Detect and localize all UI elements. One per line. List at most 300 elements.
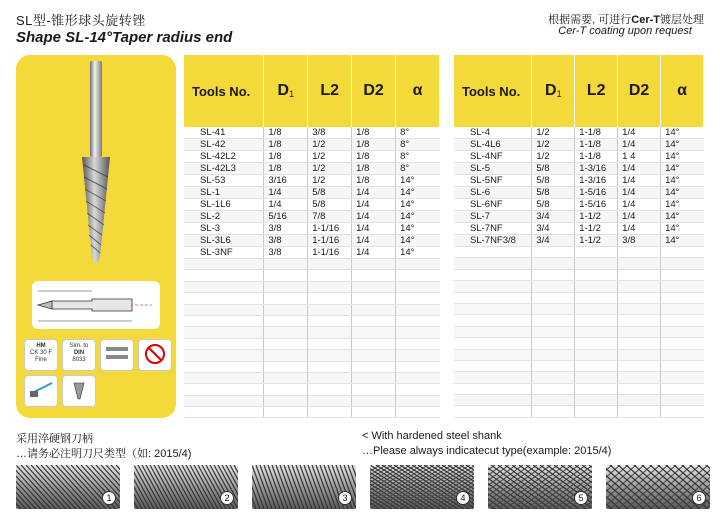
cell-empty xyxy=(264,315,308,326)
cell-l2: 5/8 xyxy=(308,199,352,211)
cell-empty xyxy=(532,292,575,303)
cell-tool-no: SL-4L6 xyxy=(454,139,532,151)
cell-empty xyxy=(454,349,532,360)
cell-empty xyxy=(618,315,661,326)
cell-empty xyxy=(575,281,618,292)
cell-d2: 1/4 xyxy=(618,139,661,151)
cell-d1: 3/4 xyxy=(532,223,575,235)
cell-l2: 5/8 xyxy=(308,187,352,199)
cell-empty xyxy=(575,395,618,406)
cell-d2: 1/4 xyxy=(352,187,396,199)
cell-empty xyxy=(575,315,618,326)
cell-empty xyxy=(352,350,396,361)
cell-d2: 1/4 xyxy=(352,199,396,211)
cell-l2: 1-1/2 xyxy=(575,223,618,235)
cell-empty xyxy=(352,315,396,326)
cell-alpha: 14° xyxy=(396,235,440,247)
cell-empty xyxy=(532,395,575,406)
table-row xyxy=(454,163,704,175)
cell-tool-no: SL-6 xyxy=(454,187,532,199)
cell-l2: 1-1/8 xyxy=(575,151,618,163)
burr-tip-icon xyxy=(62,375,96,407)
cell-d2: 1/4 xyxy=(352,223,396,235)
cell-empty xyxy=(396,384,440,395)
table-row-empty xyxy=(454,338,704,349)
cell-empty xyxy=(352,372,396,383)
cell-d1: 3/8 xyxy=(264,235,308,247)
table-row-empty xyxy=(184,350,440,361)
cell-empty xyxy=(264,372,308,383)
cell-alpha: 14° xyxy=(661,127,704,139)
cell-empty xyxy=(308,361,352,372)
cell-empty xyxy=(532,303,575,314)
cell-d2: 1/4 xyxy=(618,163,661,175)
cell-empty xyxy=(184,338,264,349)
cell-empty xyxy=(396,259,440,270)
cell-tool-no: SL-2 xyxy=(184,211,264,223)
cell-empty xyxy=(352,270,396,281)
cell-empty xyxy=(618,258,661,269)
table-row-empty xyxy=(184,327,440,338)
coating-note-brand: Cer-T xyxy=(631,14,660,26)
burr-tool-illustration xyxy=(38,57,154,277)
cell-empty xyxy=(661,303,704,314)
cell-empty xyxy=(618,349,661,360)
cell-d2: 1/4 xyxy=(618,175,661,187)
cell-empty xyxy=(661,247,704,258)
cell-l2: 1/2 xyxy=(308,175,352,187)
cell-empty xyxy=(264,304,308,315)
cell-empty xyxy=(661,349,704,360)
table-row-empty xyxy=(454,360,704,371)
cell-alpha: 14° xyxy=(661,139,704,151)
table-row-empty xyxy=(184,372,440,383)
table-row xyxy=(184,235,440,247)
cell-empty xyxy=(184,350,264,361)
footer-en-line2: …Please always indicatecut type(example: 2015/4) xyxy=(362,445,612,457)
cell-l2: 1-5/16 xyxy=(575,199,618,211)
cell-empty xyxy=(661,406,704,417)
cut-type-sample xyxy=(488,465,592,509)
table-row xyxy=(184,127,440,139)
table-row-empty xyxy=(184,304,440,315)
cell-empty xyxy=(532,247,575,258)
cell-l2: 3/8 xyxy=(308,127,352,139)
cell-empty xyxy=(618,292,661,303)
cell-d2: 1/8 xyxy=(352,175,396,187)
cut-type-sample xyxy=(252,465,356,509)
cell-empty xyxy=(352,293,396,304)
cell-empty xyxy=(575,258,618,269)
col-d1 xyxy=(264,55,308,127)
cell-empty xyxy=(575,338,618,349)
cell-alpha: 14° xyxy=(661,223,704,235)
table-row xyxy=(184,199,440,211)
cell-d2: 1/4 xyxy=(352,247,396,259)
cell-d2: 1/4 xyxy=(618,199,661,211)
table-row xyxy=(184,187,440,199)
cell-empty xyxy=(396,395,440,406)
cell-empty xyxy=(454,372,532,383)
cell-empty xyxy=(308,338,352,349)
cell-empty xyxy=(454,247,532,258)
cell-empty xyxy=(454,281,532,292)
table-row-empty xyxy=(454,326,704,337)
cell-d2: 1 4 xyxy=(618,151,661,163)
col-tools-no: Tools No. xyxy=(184,55,264,127)
cell-alpha: 14° xyxy=(396,247,440,259)
cell-l2: 1/2 xyxy=(308,163,352,175)
title-en: Shape SL-14°Taper radius end xyxy=(16,29,233,46)
cell-empty xyxy=(618,372,661,383)
col-d1-label: D xyxy=(545,82,557,99)
col-d1 xyxy=(532,55,575,127)
cell-empty xyxy=(352,407,396,418)
cell-empty xyxy=(396,293,440,304)
cell-empty xyxy=(454,338,532,349)
cell-empty xyxy=(396,327,440,338)
cell-empty xyxy=(532,281,575,292)
cell-tool-no: SL-4NF xyxy=(454,151,532,163)
spec-table-left xyxy=(184,55,440,418)
cell-empty xyxy=(532,349,575,360)
table-row xyxy=(454,187,704,199)
table-row xyxy=(454,235,704,247)
cell-empty xyxy=(618,281,661,292)
cell-d1: 3/4 xyxy=(532,235,575,247)
cell-empty xyxy=(661,338,704,349)
cell-empty xyxy=(661,315,704,326)
cell-tool-no: SL-1L6 xyxy=(184,199,264,211)
spray-icon xyxy=(24,375,58,407)
table-row xyxy=(454,139,704,151)
cell-empty xyxy=(661,383,704,394)
cell-empty xyxy=(454,383,532,394)
cell-empty xyxy=(396,270,440,281)
cell-tool-no: SL-5NF xyxy=(454,175,532,187)
cell-empty xyxy=(396,315,440,326)
cell-empty xyxy=(264,361,308,372)
cell-empty xyxy=(264,338,308,349)
cell-empty xyxy=(308,372,352,383)
cell-d1: 3/16 xyxy=(264,175,308,187)
cell-tool-no: SL-53 xyxy=(184,175,264,187)
table-row-empty xyxy=(454,292,704,303)
cell-empty xyxy=(308,304,352,315)
table-header-row xyxy=(454,55,704,127)
cut-type-number: 5 xyxy=(574,491,588,505)
cell-empty xyxy=(618,303,661,314)
footer-en-line1: < With hardened steel shank xyxy=(362,430,502,442)
coating-note-prefix: 根据需要, 可进行 xyxy=(548,14,632,26)
cell-d1: 1/4 xyxy=(264,187,308,199)
cell-empty xyxy=(396,372,440,383)
col-tools-no: Tools No. xyxy=(454,55,532,127)
cell-empty xyxy=(661,372,704,383)
table-row-empty xyxy=(454,383,704,394)
cell-empty xyxy=(661,395,704,406)
cell-alpha: 8° xyxy=(396,151,440,163)
cell-d1: 3/8 xyxy=(264,223,308,235)
cell-empty xyxy=(396,350,440,361)
cell-empty xyxy=(618,383,661,394)
cell-empty xyxy=(454,292,532,303)
cell-empty xyxy=(532,338,575,349)
cell-empty xyxy=(532,258,575,269)
cell-empty xyxy=(454,315,532,326)
cell-empty xyxy=(352,304,396,315)
table-row-empty xyxy=(454,406,704,417)
cell-empty xyxy=(308,281,352,292)
cell-empty xyxy=(184,407,264,418)
cell-d1: 1/8 xyxy=(264,151,308,163)
cell-empty xyxy=(184,293,264,304)
cell-alpha: 14° xyxy=(396,187,440,199)
dimension-drawing xyxy=(32,281,160,329)
cell-empty xyxy=(575,292,618,303)
table-row-empty xyxy=(454,269,704,280)
table-row-empty xyxy=(454,247,704,258)
table-row-empty xyxy=(184,315,440,326)
cell-tool-no: SL-42L3 xyxy=(184,163,264,175)
cell-empty xyxy=(532,383,575,394)
cell-alpha: 8° xyxy=(396,139,440,151)
cell-empty xyxy=(184,304,264,315)
cell-empty xyxy=(308,384,352,395)
cell-d2: 1/4 xyxy=(618,223,661,235)
cell-alpha: 14° xyxy=(661,211,704,223)
cell-tool-no: SL-7 xyxy=(454,211,532,223)
cell-empty xyxy=(661,360,704,371)
table-row-empty xyxy=(184,395,440,406)
col-l2: L2 xyxy=(575,55,618,127)
cell-empty xyxy=(264,270,308,281)
spec-icon-row-2 xyxy=(24,375,96,407)
cell-tool-no: SL-5 xyxy=(454,163,532,175)
cell-empty xyxy=(264,293,308,304)
cell-empty xyxy=(575,372,618,383)
cell-alpha: 14° xyxy=(661,175,704,187)
col-d1-sub: 1 xyxy=(289,89,295,99)
cell-empty xyxy=(352,395,396,406)
cell-empty xyxy=(184,281,264,292)
cell-empty xyxy=(618,269,661,280)
din-standard-icon: Sim. to DIN 8033 xyxy=(62,339,96,371)
table-row xyxy=(454,223,704,235)
cell-empty xyxy=(618,360,661,371)
table-row xyxy=(454,127,704,139)
title-cn: SL型-锥形球头旋转锉 xyxy=(16,13,146,28)
cell-alpha: 8° xyxy=(396,127,440,139)
cell-d1: 5/16 xyxy=(264,211,308,223)
table-body-right xyxy=(454,127,704,417)
cell-l2: 1-5/16 xyxy=(575,187,618,199)
cell-empty xyxy=(308,259,352,270)
table-row xyxy=(184,151,440,163)
cell-empty xyxy=(575,247,618,258)
cell-empty xyxy=(352,327,396,338)
cell-empty xyxy=(575,360,618,371)
cell-empty xyxy=(264,395,308,406)
cell-d1: 1/8 xyxy=(264,163,308,175)
table-row xyxy=(184,139,440,151)
cut-type-sample xyxy=(606,465,710,509)
cell-l2: 1-1/16 xyxy=(308,223,352,235)
cell-empty xyxy=(575,406,618,417)
table-row-empty xyxy=(454,372,704,383)
cell-empty xyxy=(396,304,440,315)
col-d2: D2 xyxy=(618,55,661,127)
cell-d1: 3/4 xyxy=(532,211,575,223)
cell-tool-no: SL-7NF3/8 xyxy=(454,235,532,247)
cell-d2: 1/4 xyxy=(618,127,661,139)
cell-empty xyxy=(575,383,618,394)
cell-empty xyxy=(396,338,440,349)
cell-empty xyxy=(352,384,396,395)
cell-alpha: 14° xyxy=(661,187,704,199)
cell-empty xyxy=(661,258,704,269)
cell-empty xyxy=(618,338,661,349)
cell-empty xyxy=(454,258,532,269)
cell-l2: 1-3/16 xyxy=(575,163,618,175)
cell-empty xyxy=(184,315,264,326)
cell-l2: 1-1/8 xyxy=(575,127,618,139)
table-row-empty xyxy=(184,281,440,292)
table-row xyxy=(184,223,440,235)
cell-empty xyxy=(264,407,308,418)
cell-empty xyxy=(454,360,532,371)
table-row-empty xyxy=(184,293,440,304)
cell-l2: 1-3/16 xyxy=(575,175,618,187)
cut-type-number: 2 xyxy=(220,491,234,505)
cell-empty xyxy=(264,327,308,338)
cut-type-number: 4 xyxy=(456,491,470,505)
table-row xyxy=(454,175,704,187)
cell-tool-no: SL-42 xyxy=(184,139,264,151)
cell-l2: 1-1/2 xyxy=(575,211,618,223)
cell-l2: 1/2 xyxy=(308,151,352,163)
table-row-empty xyxy=(184,407,440,418)
cell-d2: 1/8 xyxy=(352,151,396,163)
cell-empty xyxy=(661,281,704,292)
table-row-empty xyxy=(454,395,704,406)
cell-tool-no: SL-7NF xyxy=(454,223,532,235)
cell-alpha: 14° xyxy=(396,175,440,187)
cell-d1: 1/2 xyxy=(532,151,575,163)
cell-empty xyxy=(308,407,352,418)
table-row xyxy=(184,175,440,187)
cell-l2: 1/2 xyxy=(308,139,352,151)
cell-d1: 1/2 xyxy=(532,139,575,151)
cell-empty xyxy=(184,361,264,372)
cell-empty xyxy=(396,407,440,418)
cell-empty xyxy=(532,315,575,326)
cell-d2: 1/8 xyxy=(352,163,396,175)
table-row-empty xyxy=(184,270,440,281)
dimension-diagram-icon xyxy=(32,281,160,329)
cut-type-number: 1 xyxy=(102,491,116,505)
cut-type-number: 6 xyxy=(692,491,706,505)
cell-alpha: 14° xyxy=(396,199,440,211)
cell-empty xyxy=(184,395,264,406)
cell-l2: 1-1/2 xyxy=(575,235,618,247)
cell-d1: 5/8 xyxy=(532,175,575,187)
cell-d1: 5/8 xyxy=(532,199,575,211)
cell-empty xyxy=(308,350,352,361)
cell-empty xyxy=(454,269,532,280)
cell-alpha: 14° xyxy=(661,151,704,163)
cell-alpha: 8° xyxy=(396,163,440,175)
cell-empty xyxy=(184,384,264,395)
table-row xyxy=(184,211,440,223)
table-row-empty xyxy=(184,338,440,349)
col-d1-sub: 1 xyxy=(556,89,562,99)
cell-empty xyxy=(454,326,532,337)
table-row-empty xyxy=(184,384,440,395)
cell-empty xyxy=(352,338,396,349)
cell-empty xyxy=(661,269,704,280)
table-body-left xyxy=(184,127,440,418)
no-symbol-icon xyxy=(138,339,172,371)
cell-empty xyxy=(184,259,264,270)
cell-d1: 1/4 xyxy=(264,199,308,211)
cell-empty xyxy=(184,270,264,281)
cell-empty xyxy=(618,247,661,258)
col-alpha: α xyxy=(396,55,440,127)
col-alpha: α xyxy=(661,55,704,127)
table-row-empty xyxy=(454,258,704,269)
cell-empty xyxy=(184,327,264,338)
table-row xyxy=(454,151,704,163)
cut-type-sample xyxy=(16,465,120,509)
coating-note-suffix: 镀层处理 xyxy=(660,14,704,26)
table-row-empty xyxy=(184,259,440,270)
cut-type-number: 3 xyxy=(338,491,352,505)
cell-empty xyxy=(618,326,661,337)
cell-empty xyxy=(532,360,575,371)
cell-d2: 3/8 xyxy=(618,235,661,247)
cell-tool-no: SL-4 xyxy=(454,127,532,139)
cell-l2: 1-1/16 xyxy=(308,247,352,259)
cell-d2: 1/4 xyxy=(618,187,661,199)
cell-empty xyxy=(661,292,704,303)
cell-empty xyxy=(618,395,661,406)
table-row-empty xyxy=(184,361,440,372)
cell-d1: 1/2 xyxy=(532,127,575,139)
cut-type-sample xyxy=(370,465,474,509)
cell-empty xyxy=(575,303,618,314)
cell-empty xyxy=(264,259,308,270)
cell-d1: 1/8 xyxy=(264,139,308,151)
cell-empty xyxy=(352,361,396,372)
cell-tool-no: SL-1 xyxy=(184,187,264,199)
col-d1-label: D xyxy=(277,82,290,99)
table-header-row xyxy=(184,55,440,127)
spec-icon-row-1 xyxy=(24,339,172,371)
table-row-empty xyxy=(454,349,704,360)
cell-tool-no: SL-42L2 xyxy=(184,151,264,163)
cell-tool-no: SL-3NF xyxy=(184,247,264,259)
cell-l2: 1-1/16 xyxy=(308,235,352,247)
cell-d2: 1/8 xyxy=(352,139,396,151)
coating-note-en: Cer-T coating upon request xyxy=(558,25,692,37)
spec-table-right xyxy=(454,55,704,418)
cell-empty xyxy=(308,315,352,326)
cell-empty xyxy=(532,326,575,337)
cell-empty xyxy=(308,293,352,304)
table-row xyxy=(454,211,704,223)
cell-tool-no: SL-6NF xyxy=(454,199,532,211)
